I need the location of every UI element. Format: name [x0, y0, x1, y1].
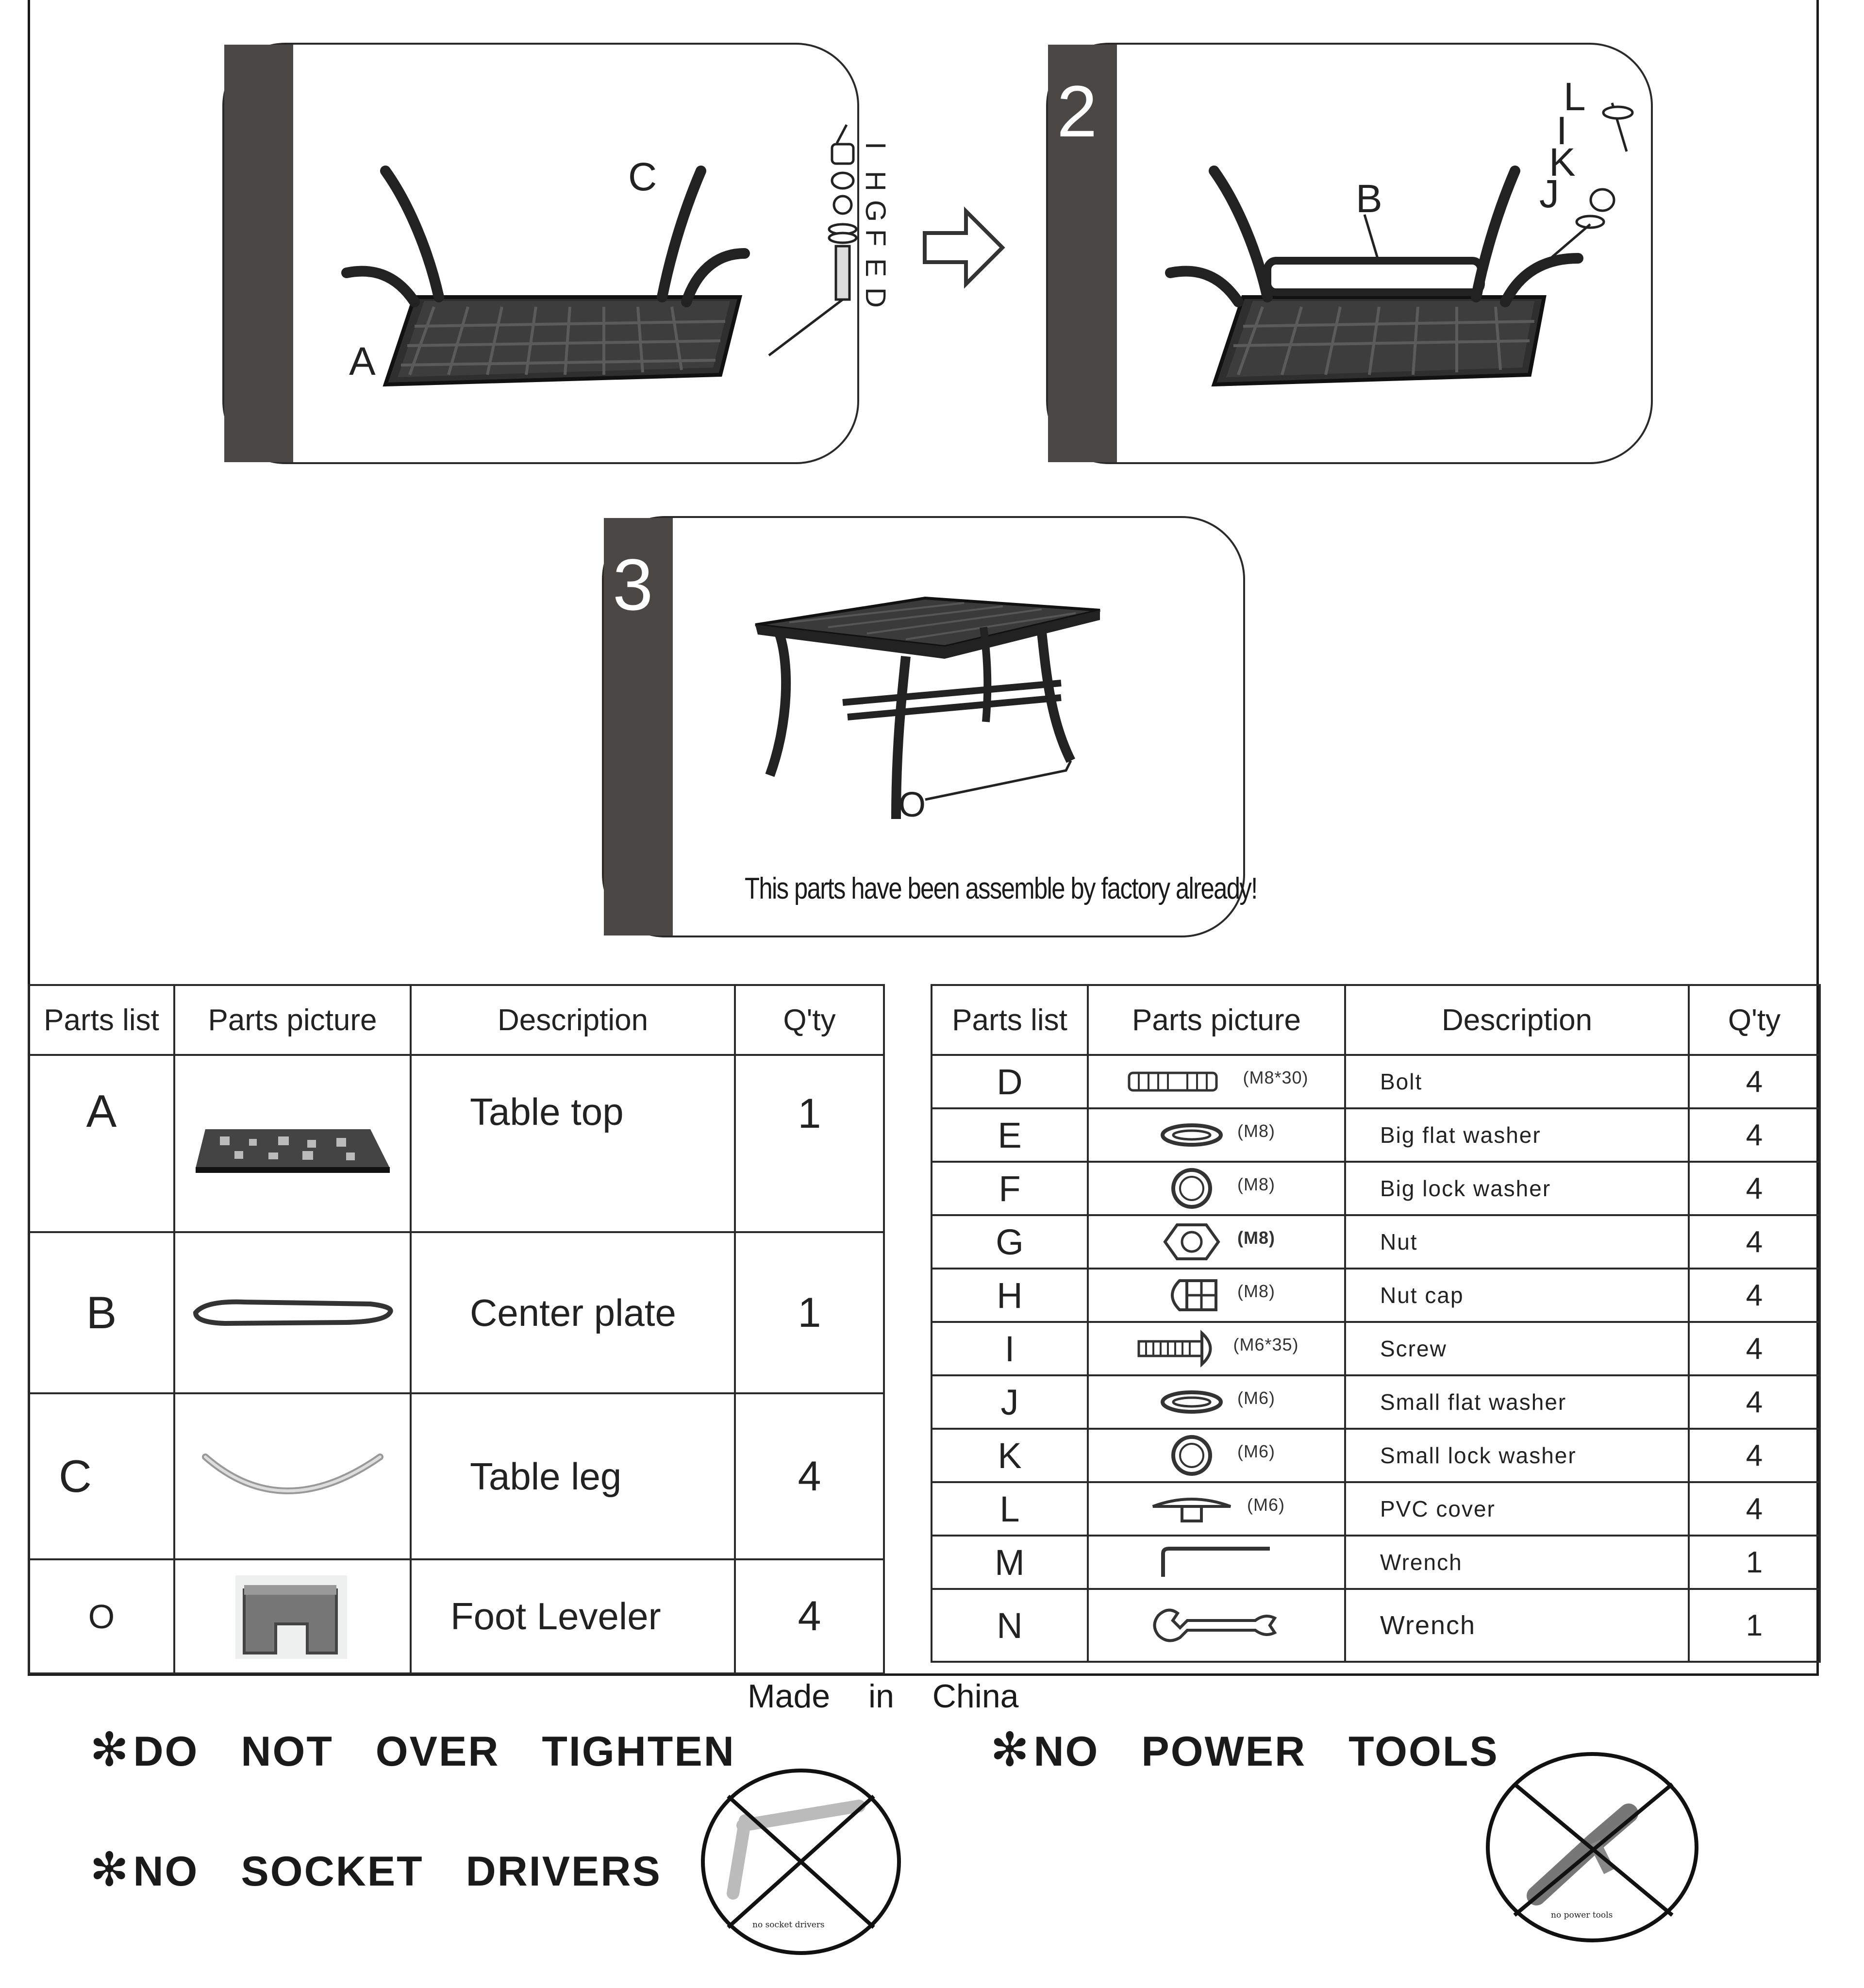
- table-row: [932, 1429, 1820, 1482]
- asterisk-icon: ✻: [990, 1724, 1031, 1776]
- table-leg-icon: [186, 1442, 399, 1510]
- header-parts-picture: Parts picture: [1088, 985, 1345, 1055]
- part-size: (M6): [1237, 1388, 1275, 1408]
- part-code: C: [29, 1393, 174, 1559]
- callout-h: H: [860, 171, 891, 191]
- flat-washer-icon: [1158, 1120, 1226, 1150]
- table-row: [932, 1482, 1820, 1536]
- next-step-arrow-icon: [920, 204, 1007, 291]
- part-description: Wrench: [1345, 1589, 1689, 1662]
- table-header-row: [29, 985, 884, 1055]
- warning-socket-drivers: [90, 1842, 662, 1897]
- foot-leveler-icon: [230, 1570, 356, 1663]
- part-size: (M8): [1237, 1281, 1275, 1302]
- part-picture: [1088, 1215, 1345, 1269]
- callout-l: L: [1564, 75, 1586, 119]
- step-3-bar: [604, 518, 673, 936]
- header-parts-list: Parts list: [29, 985, 174, 1055]
- part-code: M: [932, 1536, 1088, 1589]
- part-picture: [1088, 1322, 1345, 1375]
- asterisk-icon: ✻: [90, 1724, 131, 1776]
- part-code: N: [932, 1589, 1088, 1662]
- warning-over-tighten-text: DO NOT OVER TIGHTEN: [133, 1728, 735, 1775]
- callout-g: G: [860, 200, 891, 222]
- part-qty: 1: [1689, 1536, 1820, 1589]
- part-qty: 4: [1689, 1429, 1820, 1482]
- callout-k: K: [1549, 140, 1576, 184]
- table-header-row: [932, 985, 1820, 1055]
- step-1-illustration: [293, 45, 891, 466]
- hex-nut-icon: [1158, 1220, 1226, 1264]
- screw-icon: [1134, 1329, 1221, 1368]
- table-row: [932, 1162, 1820, 1215]
- part-code: A: [29, 1055, 174, 1232]
- table-row: [932, 1536, 1820, 1589]
- part-qty: 1: [735, 1232, 884, 1393]
- part-qty: 4: [735, 1559, 884, 1673]
- no-socket-drivers-caption: no socket drivers: [752, 1920, 825, 1930]
- part-size: (M8): [1237, 1174, 1275, 1195]
- part-picture-foot-leveler: [174, 1559, 411, 1673]
- part-description: Bolt: [1345, 1055, 1689, 1108]
- callout-f: F: [860, 229, 891, 247]
- part-code: I: [932, 1322, 1088, 1375]
- bolt-icon: [1124, 1067, 1231, 1096]
- table-row: [29, 1055, 884, 1232]
- callout-j: J: [1539, 172, 1559, 216]
- part-size: (M8): [1237, 1121, 1275, 1141]
- callout-i-2: I: [1556, 109, 1567, 153]
- part-description: Big lock washer: [1345, 1162, 1689, 1215]
- step-2-illustration: [1117, 45, 1655, 466]
- step-2-panel: [1046, 43, 1653, 464]
- callout-i-1: I: [860, 142, 891, 150]
- part-code: H: [932, 1269, 1088, 1322]
- part-description: Screw: [1345, 1322, 1689, 1375]
- part-picture-table-top: [174, 1055, 411, 1232]
- step-3-panel: [602, 516, 1257, 937]
- part-qty: 4: [1689, 1162, 1820, 1215]
- no-socket-drivers-icon: [699, 1767, 903, 1956]
- table-row: [932, 1108, 1820, 1162]
- part-picture: [1088, 1482, 1345, 1536]
- part-qty: 4: [1689, 1055, 1820, 1108]
- part-picture-table-leg: [174, 1393, 411, 1559]
- step-2-number: 2: [1057, 70, 1098, 152]
- part-description: Wrench: [1345, 1536, 1689, 1589]
- part-picture-center-plate: [174, 1232, 411, 1393]
- part-code: J: [932, 1375, 1088, 1429]
- step-3-number: 3: [613, 544, 653, 625]
- part-qty: 4: [1689, 1215, 1820, 1269]
- part-picture: [1088, 1375, 1345, 1429]
- made-in-label: Made in China: [748, 1678, 1019, 1715]
- part-code: G: [932, 1215, 1088, 1269]
- part-size: (M6): [1247, 1495, 1285, 1515]
- warning-power-tools-text: NO POWER TOOLS: [1033, 1728, 1499, 1775]
- table-row: [932, 1055, 1820, 1108]
- factory-assembled-note: This parts have been assemble by factory already!: [745, 872, 1257, 905]
- parts-table-right: [931, 984, 1821, 1663]
- part-qty: 4: [1689, 1375, 1820, 1429]
- part-description: Nut: [1345, 1215, 1689, 1269]
- nut-cap-icon: [1158, 1276, 1226, 1315]
- callout-b: B: [1356, 177, 1382, 221]
- table-row: [932, 1269, 1820, 1322]
- part-code: K: [932, 1429, 1088, 1482]
- callout-a: A: [349, 339, 376, 384]
- lock-washer-icon: [1158, 1434, 1226, 1477]
- no-power-tools-icon: [1483, 1750, 1701, 1944]
- table-row: [29, 1393, 884, 1559]
- part-picture: [1088, 1589, 1345, 1662]
- header-qty: Q'ty: [1689, 985, 1820, 1055]
- part-qty: 1: [735, 1055, 884, 1232]
- warning-socket-drivers-text: NO SOCKET DRIVERS: [133, 1848, 662, 1895]
- part-code: D: [932, 1055, 1088, 1108]
- table-top-icon: [186, 1110, 399, 1178]
- callout-d: D: [860, 287, 891, 308]
- part-description: Big flat washer: [1345, 1108, 1689, 1162]
- part-code: F: [932, 1162, 1088, 1215]
- open-wrench-icon: [1148, 1601, 1284, 1650]
- flat-washer-icon: [1158, 1387, 1226, 1417]
- allen-wrench-icon: [1153, 1543, 1280, 1582]
- table-row: [29, 1559, 884, 1673]
- part-code: L: [932, 1482, 1088, 1536]
- part-picture: [1088, 1269, 1345, 1322]
- step-1-panel: [222, 43, 891, 464]
- part-qty: 4: [1689, 1322, 1820, 1375]
- part-description: Center plate: [411, 1232, 735, 1393]
- header-description: Description: [1345, 985, 1689, 1055]
- table-row: [932, 1589, 1820, 1662]
- warning-power-tools: [990, 1722, 1499, 1777]
- part-picture: [1088, 1055, 1345, 1108]
- lock-washer-icon: [1158, 1167, 1226, 1210]
- part-qty: 4: [735, 1393, 884, 1559]
- part-qty: 4: [1689, 1269, 1820, 1322]
- part-description: PVC cover: [1345, 1482, 1689, 1536]
- table-row: [932, 1215, 1820, 1269]
- asterisk-icon: ✻: [90, 1844, 131, 1896]
- parts-table-left: [28, 984, 885, 1674]
- table-row: [29, 1232, 884, 1393]
- part-qty: 1: [1689, 1589, 1820, 1662]
- step-2-bar: [1048, 45, 1117, 462]
- part-qty: 4: [1689, 1482, 1820, 1536]
- part-description: Small flat washer: [1345, 1375, 1689, 1429]
- part-qty: 4: [1689, 1108, 1820, 1162]
- part-description: Foot Leveler: [411, 1559, 735, 1673]
- step-1-bar: [224, 45, 293, 462]
- part-size: (M8): [1237, 1228, 1275, 1248]
- header-parts-picture: Parts picture: [174, 985, 411, 1055]
- table-row: [932, 1322, 1820, 1375]
- part-picture: [1088, 1536, 1345, 1589]
- header-parts-list: Parts list: [932, 985, 1088, 1055]
- callout-c: C: [628, 155, 657, 199]
- part-size: (M6): [1237, 1441, 1275, 1462]
- part-description: Small lock washer: [1345, 1429, 1689, 1482]
- part-description: Table leg: [411, 1393, 735, 1559]
- table-row: [932, 1375, 1820, 1429]
- warning-over-tighten: [90, 1722, 735, 1777]
- part-code: B: [29, 1232, 174, 1393]
- part-picture: [1088, 1162, 1345, 1215]
- part-size: (M8*30): [1243, 1068, 1309, 1088]
- callout-o: O: [899, 785, 926, 824]
- part-description: Table top: [411, 1055, 735, 1232]
- part-size: (M6*35): [1233, 1335, 1299, 1355]
- center-plate-icon: [186, 1293, 399, 1332]
- part-description: Nut cap: [1345, 1269, 1689, 1322]
- header-description: Description: [411, 985, 735, 1055]
- callout-e: E: [860, 258, 891, 277]
- no-power-tools-caption: no power tools: [1551, 1910, 1613, 1920]
- part-code: O: [29, 1559, 174, 1673]
- part-picture: [1088, 1108, 1345, 1162]
- part-picture: [1088, 1429, 1345, 1482]
- part-code: E: [932, 1108, 1088, 1162]
- pvc-cover-icon: [1148, 1492, 1235, 1526]
- header-qty: Q'ty: [735, 985, 884, 1055]
